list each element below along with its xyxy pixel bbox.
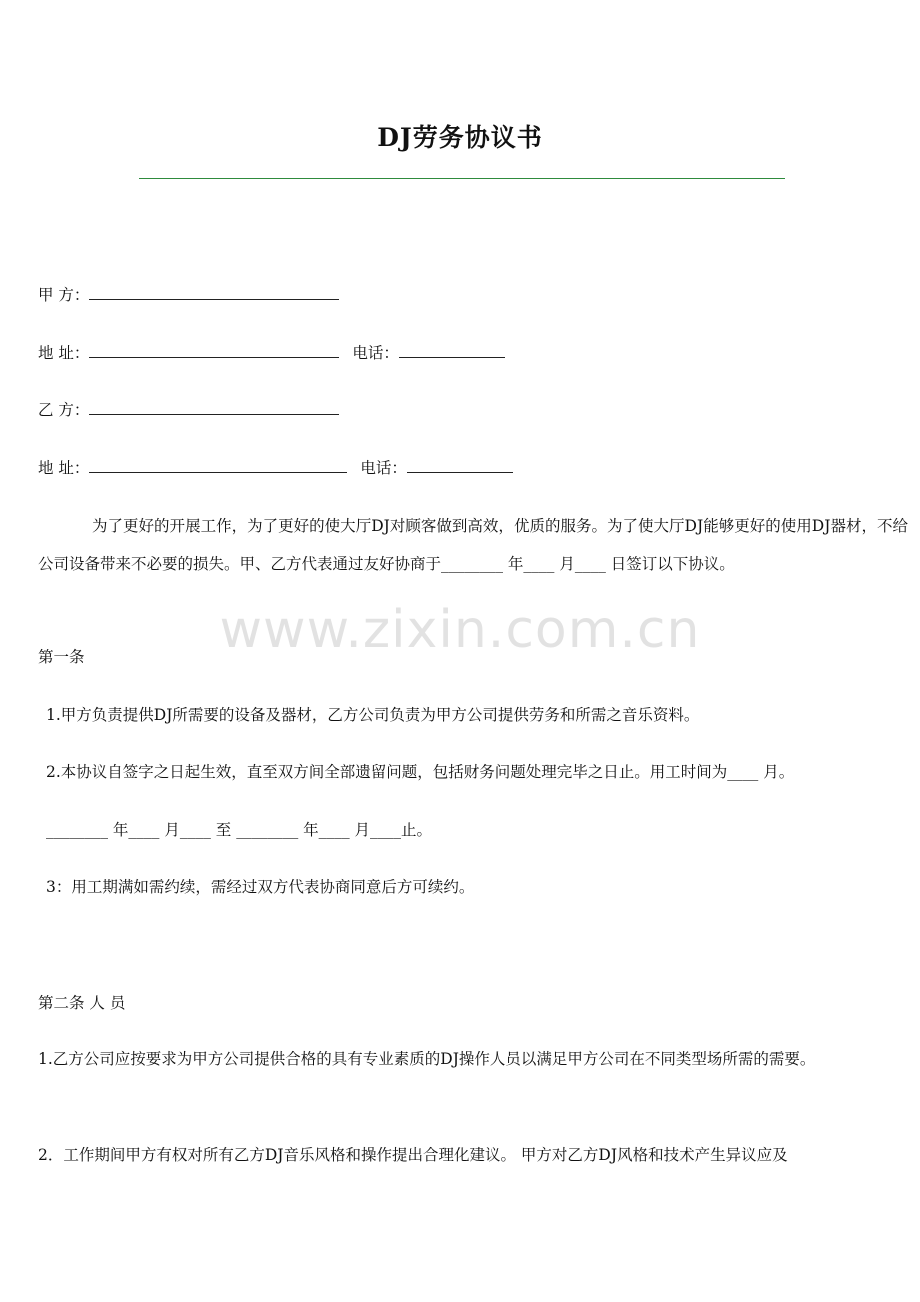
party-b-line (38, 400, 339, 420)
article1-item2-dates: ________ 年____ 月____ 至 ________ 年____ 月____止。 (46, 821, 433, 839)
article2-heading: 第二条 人 员 (38, 994, 126, 1012)
watermark: www.zixin.com.cn (219, 600, 701, 660)
party-b-address-line (38, 458, 513, 478)
party-a-label: 甲 方： (38, 286, 90, 304)
article2-item1: 1.乙方公司应按要求为甲方公司提供合格的具有专业素质的DJ操作人员以满足甲方公司在不同类型场所需的需要。 (38, 1050, 816, 1068)
article1-heading: 第一条 (38, 648, 85, 666)
party-b-blank (89, 400, 339, 415)
phone-label-b: 电话： (360, 459, 407, 477)
address-label: 地 址： (38, 344, 90, 362)
document-title: DJ劳务协议书 (377, 123, 543, 152)
party-a-address-blank (89, 343, 339, 358)
article2-item2: 2．工作期间甲方有权对所有乙方DJ音乐风格和操作提出合理化建议。 甲方对乙方DJ风格和技术产生异议应及 (38, 1146, 788, 1164)
party-a-phone-blank (399, 343, 505, 358)
title-divider (139, 178, 785, 179)
article1-item2: 2.本协议自签字之日起生效，直至双方间全部遗留问题，包括财务问题处理完毕之日止。用工时间为____ 月。 (46, 763, 795, 781)
party-b-address-blank (89, 458, 347, 473)
party-a-address-line (38, 343, 505, 363)
party-b-phone-blank (407, 458, 513, 473)
phone-label: 电话： (352, 344, 399, 362)
party-a-blank (89, 285, 339, 300)
article1-item1: 1.甲方负责提供DJ所需要的设备及器材，乙方公司负责为甲方公司提供劳务和所需之音乐资料。 (46, 706, 700, 724)
party-b-label: 乙 方： (38, 401, 90, 419)
party-a-line (38, 285, 339, 305)
address-label-b: 地 址： (38, 459, 90, 477)
intro-paragraph: 为了更好的开展工作，为了更好的使大厅DJ对顾客做到高效，优质的服务。为了使大厅DJ能够更好的使用DJ器材，不给公司设备带来不必要的损失。甲、乙方代表通过友好协商于________ 年____ 月____ 日签订以下协议。 (38, 517, 908, 573)
article1-item3: 3：用工期满如需约续，需经过双方代表协商同意后方可续约。 (46, 878, 475, 896)
